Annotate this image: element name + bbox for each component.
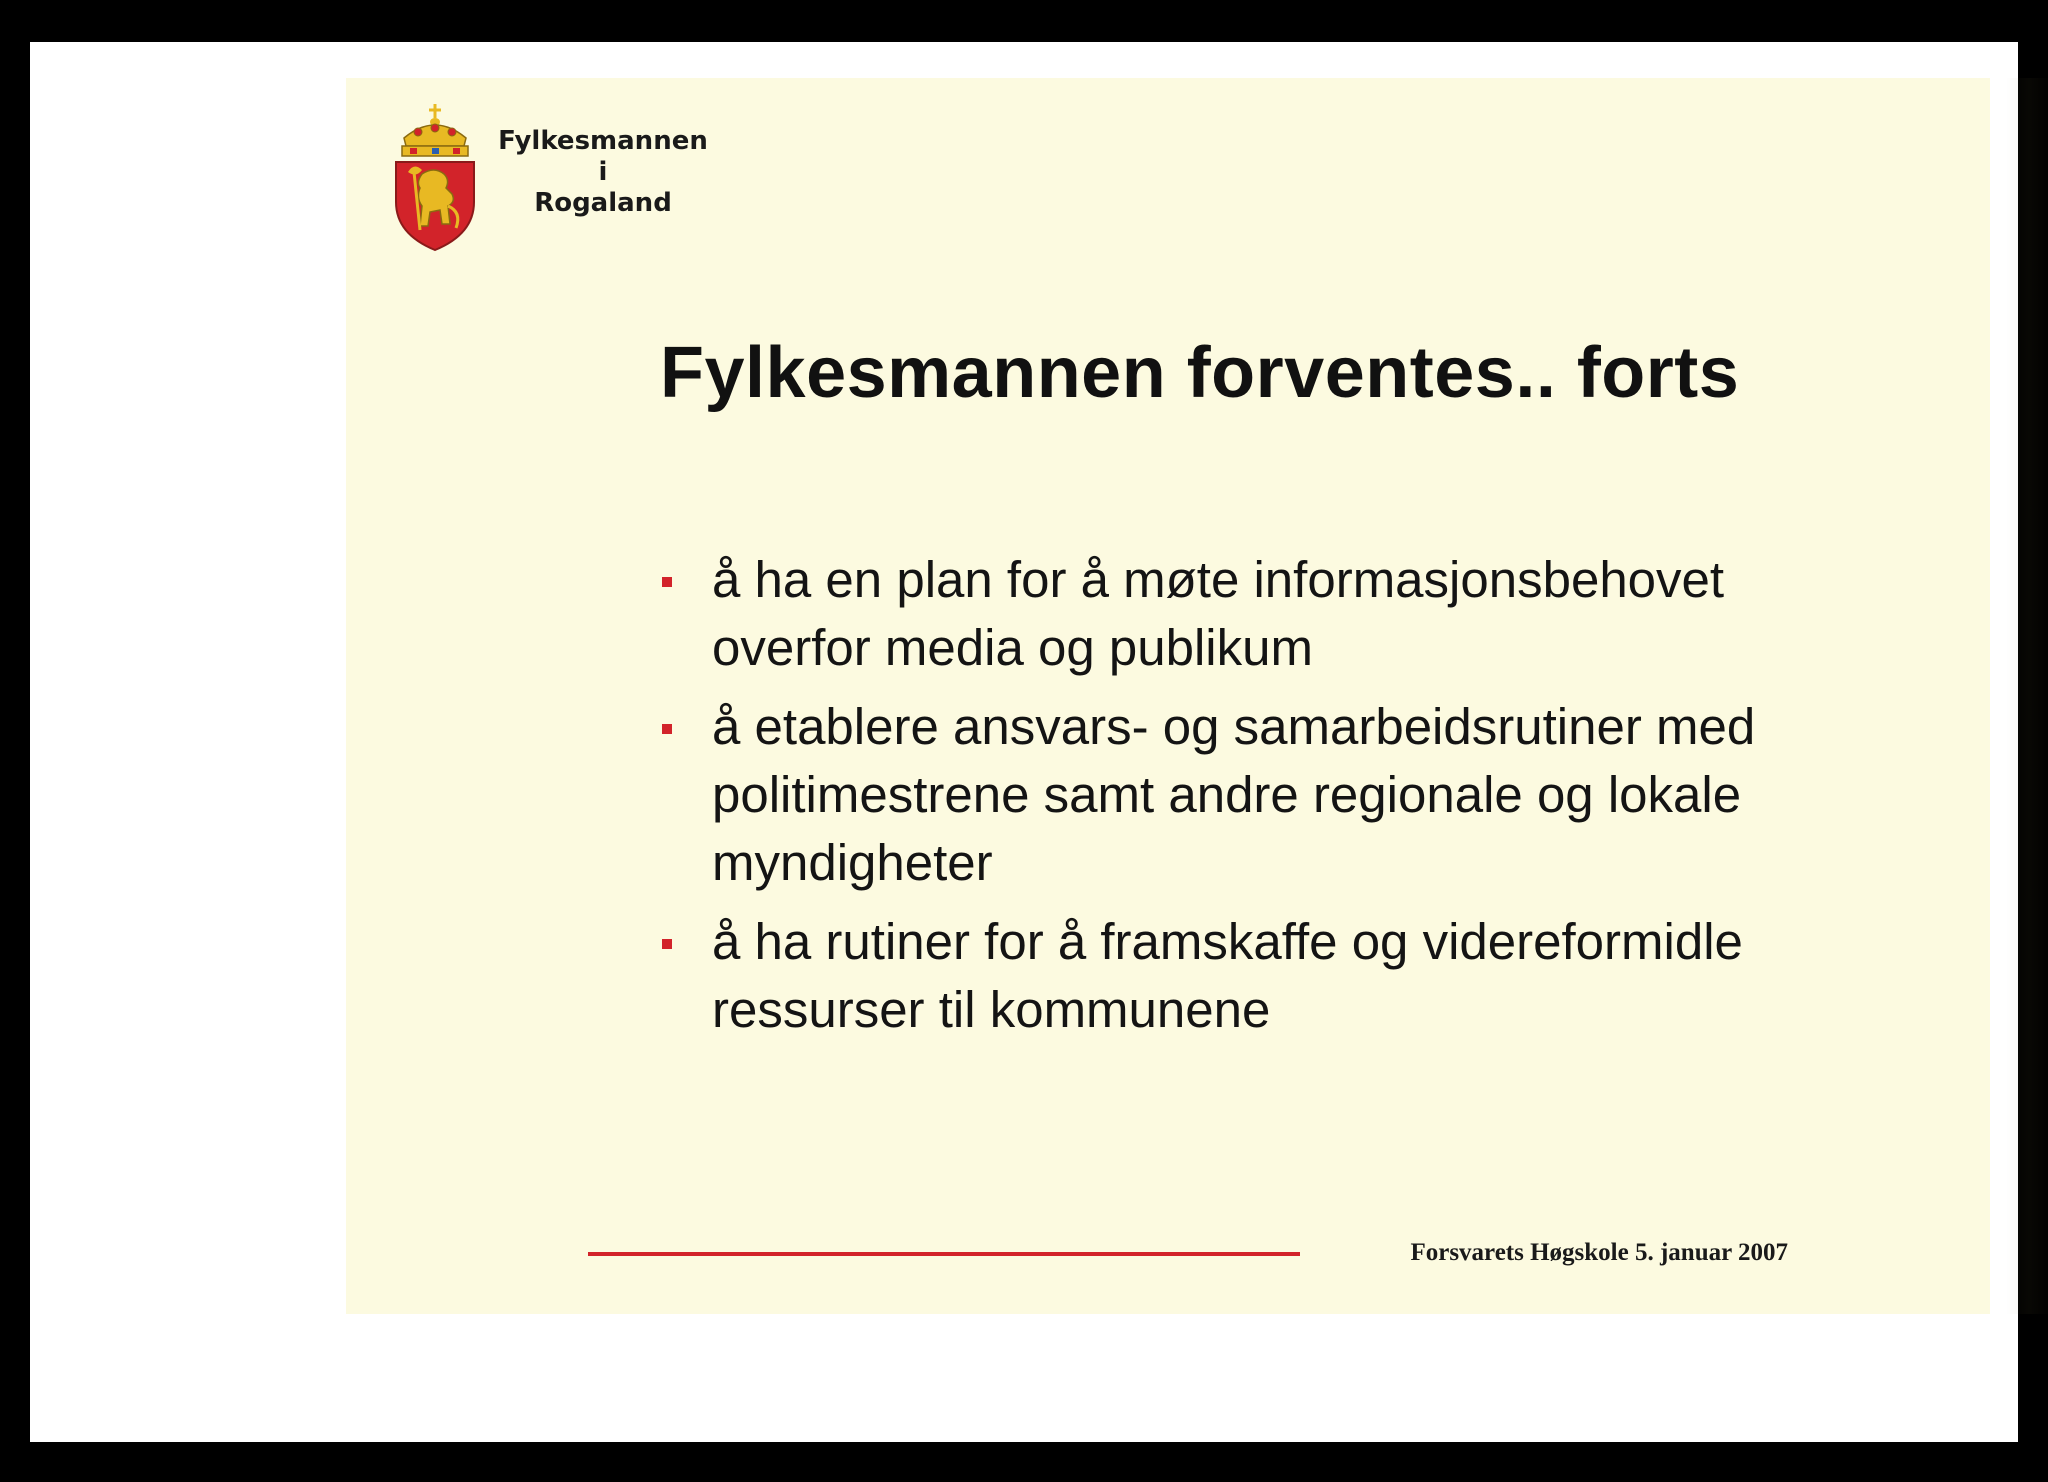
bullet-item: [656, 908, 1986, 1044]
org-name-line-1: Fylkesmannen: [498, 126, 708, 156]
bullet-line: overfor media og publikum: [712, 619, 1313, 676]
bullet-line: å ha rutiner for å framskaffe og videreformidle: [712, 913, 1743, 970]
bullet-item: [656, 546, 1986, 682]
organization-name: [498, 126, 708, 219]
bullet-square-icon: [662, 724, 672, 734]
bullet-line: å etablere ansvars- og samarbeidsrutiner med: [712, 698, 1756, 755]
footer-divider: [588, 1252, 1300, 1256]
bullet-list: [656, 546, 1986, 1055]
bullet-line: ressurser til kommunene: [712, 981, 1271, 1038]
footer-text: Forsvarets Høgskole 5. januar 2007: [1410, 1239, 1788, 1266]
org-name-line-3: Rogaland: [534, 188, 672, 218]
paper-fold-shadow: [2006, 78, 2048, 1314]
bullet-square-icon: [662, 577, 672, 587]
bullet-line: myndigheter: [712, 834, 993, 891]
scanned-page: [30, 42, 2018, 1442]
bullet-square-icon: [662, 939, 672, 949]
bullet-line: å ha en plan for å møte informasjonsbehovet: [712, 551, 1725, 608]
slide: [346, 78, 1990, 1314]
bullet-item: [656, 693, 1986, 897]
slide-title: Fylkesmannen forventes.. forts: [660, 333, 1740, 413]
norwegian-coat-of-arms-icon: [390, 102, 480, 252]
org-name-line-2: i: [598, 157, 608, 187]
bullet-line: politimestrene samt andre regionale og lokale: [712, 766, 1742, 823]
